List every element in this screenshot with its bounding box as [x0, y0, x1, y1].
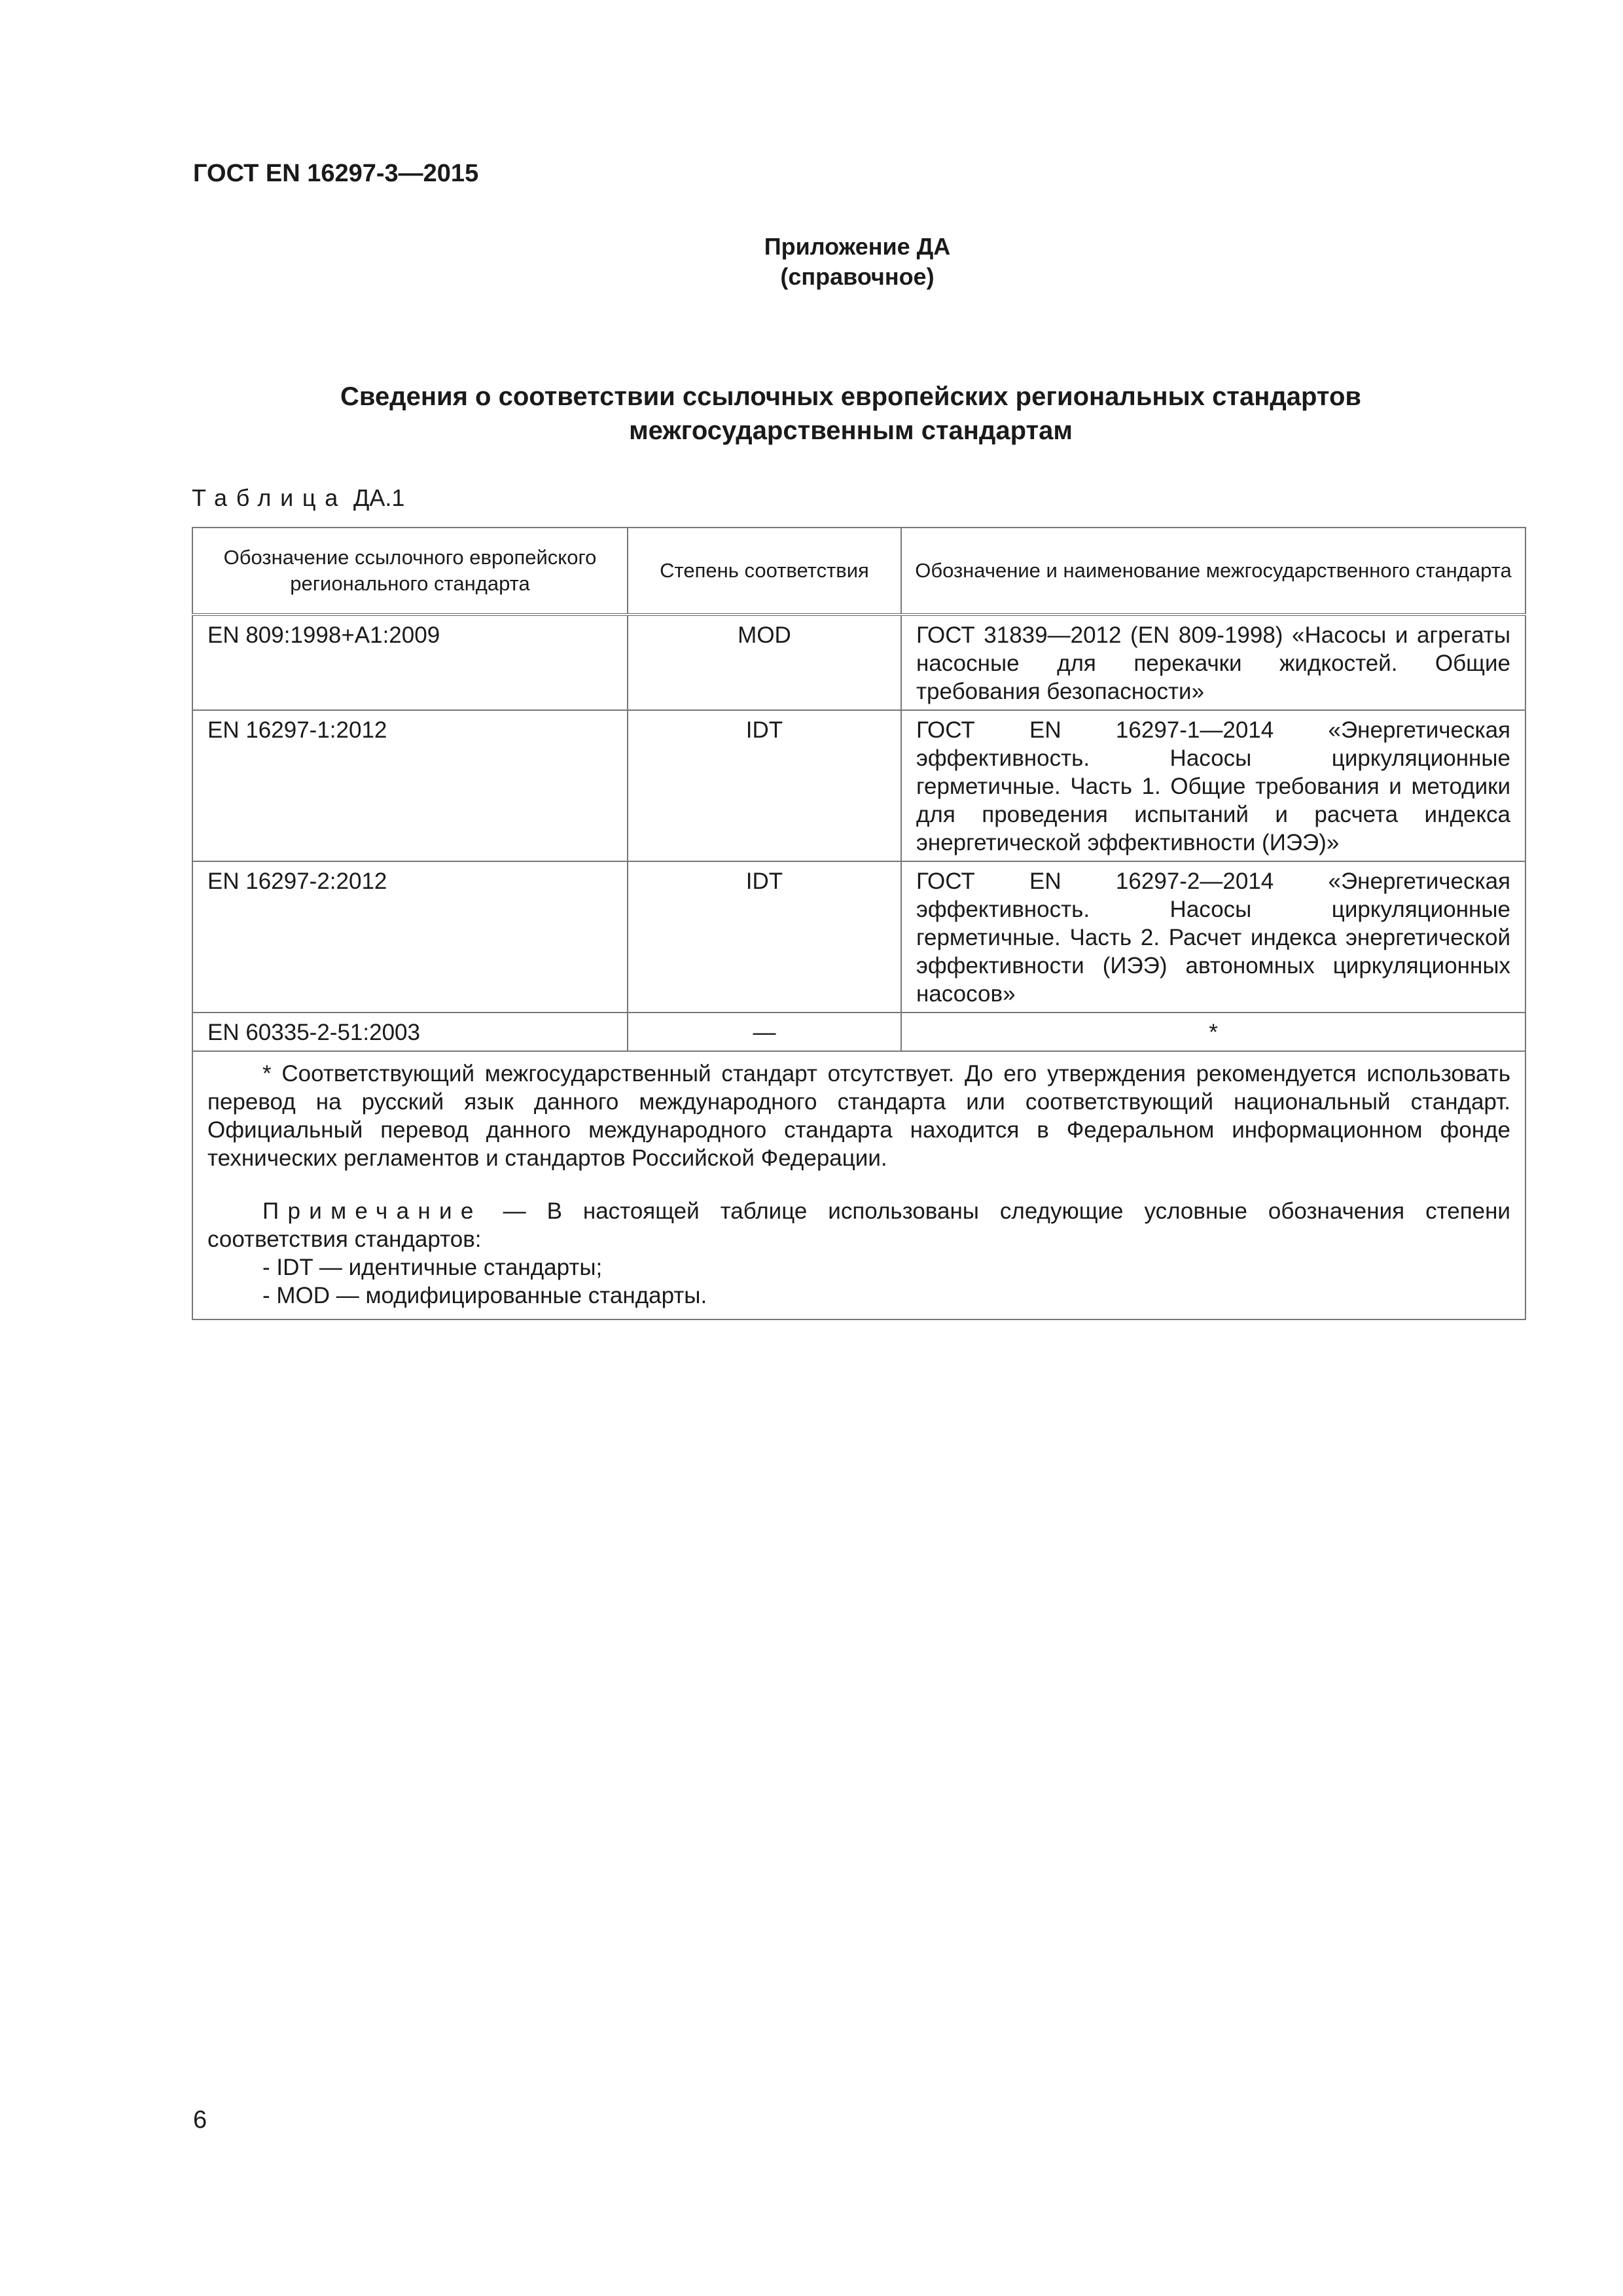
document-designation: ГОСТ EN 16297-3—2015 [193, 160, 479, 187]
table-footnote: * Соответствующий межгосударственный стандарт отсутствует. До его утверждения рекомендуется использовать перевод на русский язык данного международного стандарта или соответствующий национальный стандарт. Официальный перевод данного международного стандарта находится в Федеральном информационном фонде технических регламентов и стандартов Российской Федерации. [207, 1061, 1510, 1171]
reference-standard-cell: EN 16297-2:2012 [192, 861, 628, 1013]
annex-heading-line-1: Сведения о соответствии ссылочных европейских региональных стандартов [340, 382, 1361, 411]
annex-heading [196, 380, 1505, 448]
reference-standard-cell: EN 809:1998+A1:2009 [192, 615, 628, 710]
degree-cell: MOD [628, 615, 901, 710]
table-row [192, 710, 1525, 861]
table-note [207, 1197, 1510, 1253]
note-text: — В настоящей таблице использованы следующие условные обозначения степени соответствия стандартов: [207, 1198, 1510, 1252]
interstate-standard-cell: ГОСТ EN 16297-2—2014 «Энергетическая эффективность. Насосы циркуляционные герметичные. Часть 2. Расчет индекса энергетической эффективности (ИЭЭ) автономных циркуляционных насосов» [901, 861, 1525, 1013]
table-row [192, 615, 1525, 710]
page-number: 6 [193, 2106, 207, 2134]
note-item-mod: - MOD — модифицированные стандарты. [262, 1283, 707, 1308]
annex-heading-line-2: межгосударственным стандартам [629, 416, 1073, 445]
interstate-standard-cell: * [901, 1013, 1525, 1051]
reference-standard-cell: EN 60335-2-51:2003 [192, 1013, 628, 1051]
degree-cell: IDT [628, 861, 901, 1013]
note-label: Примечание [262, 1198, 482, 1224]
degree-cell: IDT [628, 710, 901, 861]
table-caption-number: ДА.1 [353, 484, 405, 511]
interstate-standard-cell: ГОСТ EN 16297-1—2014 «Энергетическая эффективность. Насосы циркуляционные герметичные. Часть 1. Общие требования и методики для проведения испытаний и расчета индекса энергетической эффективности (ИЭЭ)» [901, 710, 1525, 861]
column-header-reference: Обозначение ссылочного европейского регионального стандарта [192, 528, 628, 615]
annex-title: Приложение ДА [764, 233, 951, 260]
table-header-row [192, 528, 1525, 615]
column-header-degree: Степень соответствия [628, 528, 901, 615]
table-row [192, 861, 1525, 1013]
table-notes-cell [192, 1051, 1525, 1319]
note-item-idt: - IDT — идентичные стандарты; [262, 1255, 603, 1280]
column-header-interstate: Обозначение и наименование межгосударственного стандарта [901, 528, 1525, 615]
table-caption-label: Таблица [192, 484, 347, 511]
annex-status: (справочное) [780, 263, 935, 290]
reference-standard-cell: EN 16297-1:2012 [192, 710, 628, 861]
table-notes-row [192, 1051, 1525, 1319]
interstate-standard-cell: ГОСТ 31839—2012 (EN 809-1998) «Насосы и агрегаты насосные для перекачки жидкостей. Общие требования безопасности» [901, 615, 1525, 710]
degree-cell: — [628, 1013, 901, 1051]
table-caption [192, 484, 404, 512]
table-row [192, 1013, 1525, 1051]
correspondence-table [192, 527, 1526, 1320]
